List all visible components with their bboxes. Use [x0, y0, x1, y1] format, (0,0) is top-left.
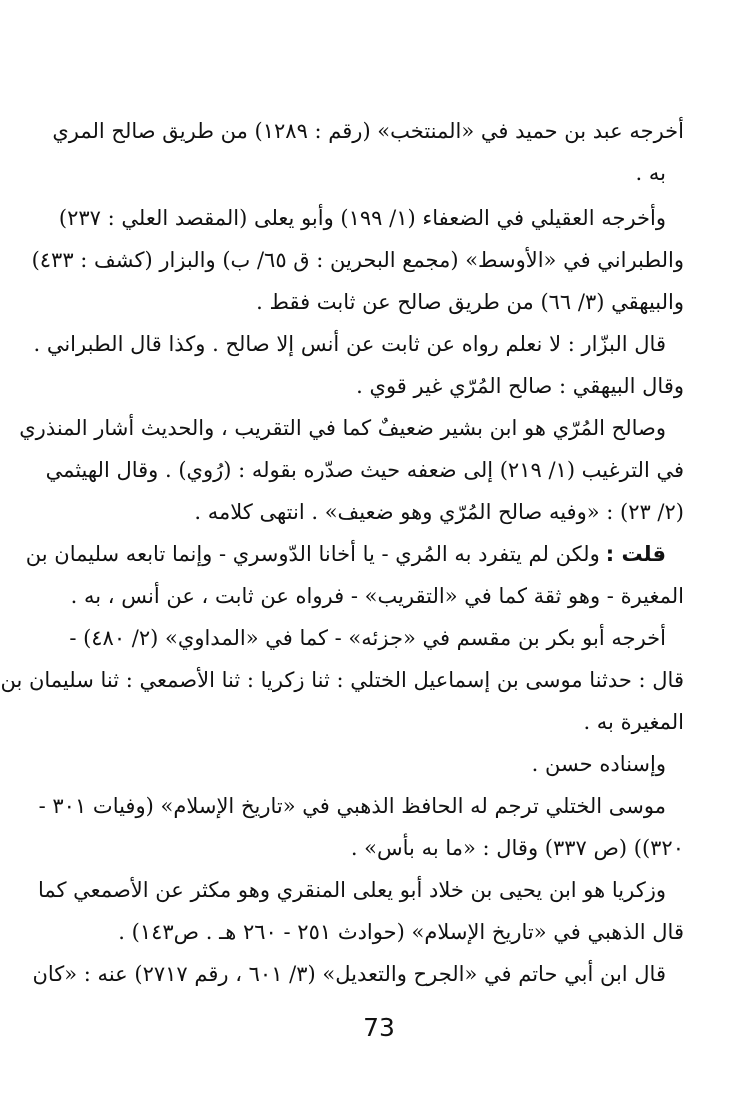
text-line-10: (٢/ ٢٣) : «وفيه صالح المُرّي وهو ضعيف» . انتهى كلامه .	[194, 500, 684, 524]
text-line-21: قال ابن أبي حاتم في «الجرح والتعديل» (٣/ ٦٠١ ، رقم ٢٧١٧) عنه : «كان	[32, 962, 666, 986]
text-line-2: به .	[635, 161, 666, 185]
text-line-11	[25, 533, 666, 575]
text-line-4: والطبراني في «الأوسط» (مجمع البحرين : ق ٦٥/ ب) والبزار (كشف : ٤٣٣)	[31, 248, 684, 272]
text-line-7: وقال البيهقي : صالح المُرّي غير قوي .	[356, 374, 684, 398]
qultu-lead-word: قلت :	[605, 542, 666, 566]
text-line-1: أخرجه عبد بن حميد في «المنتخب» (رقم : ١٢٨٩) من طريق صالح المري	[52, 119, 684, 143]
text-line-8: وصالح المُرّي هو ابن بشير ضعيفٌ كما في التقريب ، والحديث أشار المنذري	[19, 416, 666, 440]
text-line-18: ٣٢٠)) (ص ٣٣٧) وقال : «ما به بأس» .	[350, 836, 684, 860]
text-line-20: قال الذهبي في «تاريخ الإسلام» (حوادث ٢٥١ - ٢٦٠ هـ . ص١٤٣) .	[118, 920, 684, 944]
page-number: 73	[363, 1013, 395, 1042]
text-line-5: والبيهقي (٣/ ٦٦) من طريق صالح عن ثابت فقط .	[256, 290, 684, 314]
text-line-9: في الترغيب (١/ ٢١٩) إلى ضعفه حيث صدّره بقوله : (رُوي) . وقال الهيثمي	[45, 458, 684, 482]
text-line-15: المغيرة به .	[583, 710, 684, 734]
text-line-6: قال البزّار : لا نعلم رواه عن ثابت عن أنس إلا صالح . وكذا قال الطبراني .	[33, 332, 666, 356]
text-line-3: وأخرجه العقيلي في الضعفاء (١/ ١٩٩) وأبو يعلى (المقصد العلي : ٢٣٧)	[58, 206, 666, 230]
text-line-12: المغيرة - وهو ثقة كما في «التقريب» - فرواه عن ثابت ، عن أنس ، به .	[70, 584, 684, 608]
text-line-17: موسى الختلي ترجم له الحافظ الذهبي في «تاريخ الإسلام» (وفيات ٣٠١ -	[38, 794, 666, 818]
text-line-19: وزكريا هو ابن يحيى بن خلاد أبو يعلى المنقري وهو مكثر عن الأصمعي كما	[37, 878, 666, 902]
text-line-16: وإسناده حسن .	[531, 752, 666, 776]
text-line-13: أخرجه أبو بكر بن مقسم في «جزئه» - كما في «المداوي» (٢/ ٤٨٠) -	[69, 626, 666, 650]
text-line-14: قال : حدثنا موسى بن إسماعيل الختلي : ثنا زكريا : ثنا الأصمعي : ثنا سليمان بن	[0, 668, 684, 692]
text-line-11-body: ولكن لم يتفرد به المُري - يا أخانا الدّوسري - وإنما تابعه سليمان بن	[25, 542, 600, 566]
